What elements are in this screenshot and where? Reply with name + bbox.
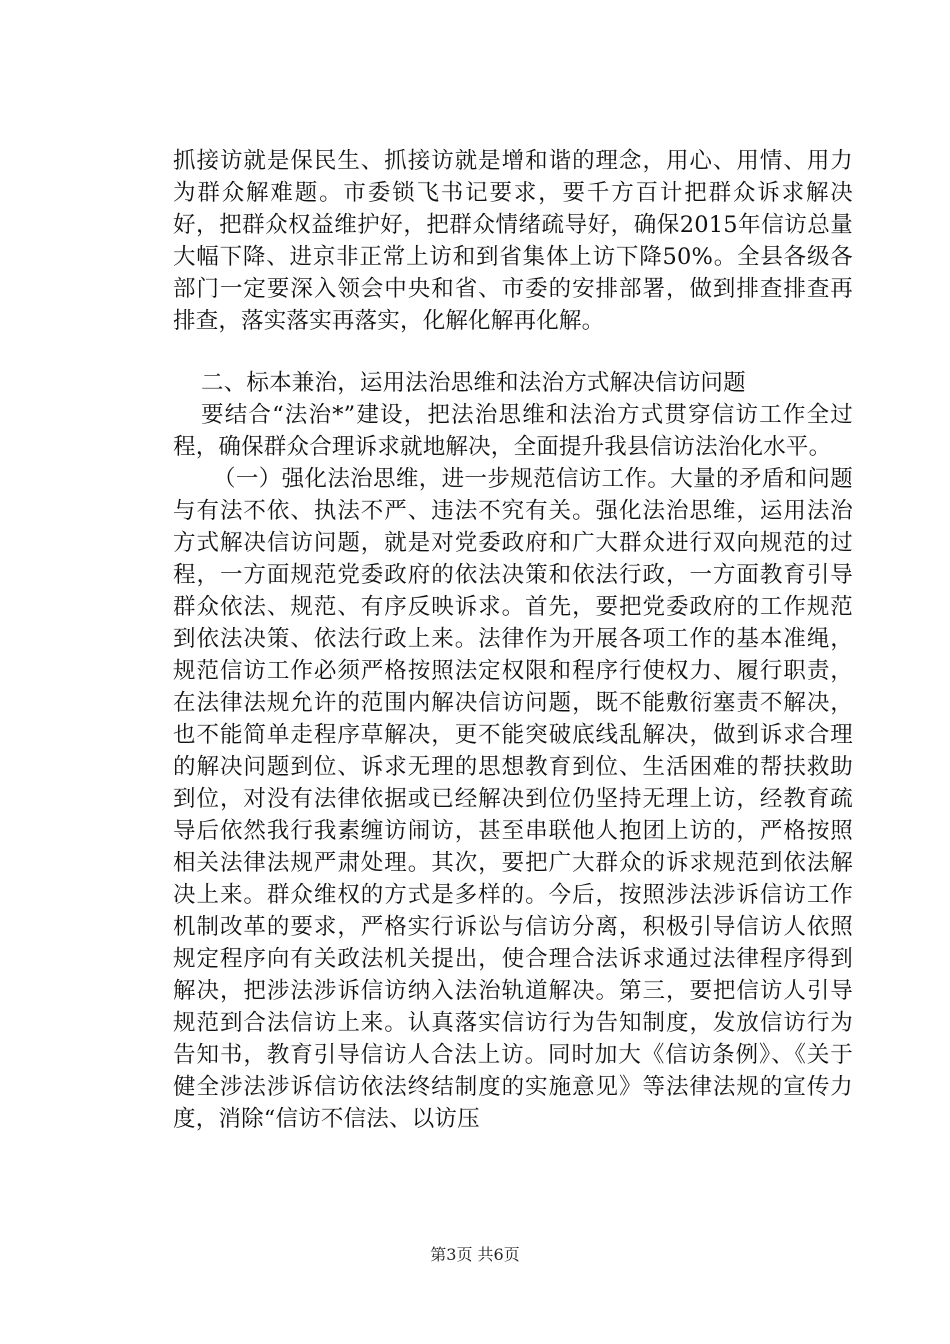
page-footer — [0, 1242, 950, 1265]
section-heading: 二、标本兼治，运用法治思维和法治方式解决信访问题 — [201, 370, 746, 396]
paragraph-3: （一）强化法治思维，进一步规范信访工作。大量的矛盾和问题与有法不依、执法不严、违法不究有关。强化法治思维，运用法治方式解决信访问题，就是对党委政府和广大群众进行双向规范的过程，一方面规范党委政府的依法决策和依法行政，一方面教育引导群众依法、规范、有序反映诉求。首先，要把党委政府的工作规范到依法决策、依法行政上来。法律作为开展各项工作的基本准绳，规范信访工作必须严格按照法定权限和程序行使权力、履行职责，在法律法规允许的范围内解决信访问题，既不能敷衍塞责不解决，也不能简单走程序草解决，更不能突破底线乱解决，做到诉求合理的解决问题到位、诉求无理的思想教育到位、生活困难的帮扶救助到位，对没有法律依据或已经解决到位仍坚持无理上访，经教育疏导后依然我行我素缠访闹访，甚至串联他人抱团上访的，严格按照相关法律法规严肃处理。其次，要把广大群众的诉求规范到依法解决上来。群众维权的方式是多样的。今后，按照涉法涉诉信访工作机制改革的要求，严格实行诉讼与信访分离，积极引导信访人依照规定程序向有关政法机关提出，使合理合法诉求通过法律程序得到解决，把涉法涉诉信访纳入法治轨道解决。第三，要把信访人引导规范到合法信访上来。认真落实信访行为告知制度，发放信访行为告知书，教育引导信访人合法上访。同时加大《信访条例》、《关于健全涉法涉诉信访依法终结制度的实施意见》等法律法规的宣传力度，消除“信访不信法、以访压 — [173, 466, 853, 1132]
page-number-label: 第3页 共6页 — [430, 1245, 520, 1264]
paragraph-1: 抓接访就是保民生、抓接访就是增和谐的理念，用心、用情、用力为群众解难题。市委锁飞书记要求，要千方百计把群众诉求解决好，把群众权益维护好，把群众情绪疏导好，确保2015年信访总量大幅下降、进京非正常上访和到省集体上访下降50%。全县各级各部门一定要深入领会中央和省、市委的安排部署，做到排查排查再排查，落实落实再落实，化解化解再化解。 — [173, 148, 853, 334]
document-body — [173, 145, 853, 1135]
paragraph-2: 要结合“法治*”建设，把法治思维和法治方式贯穿信访工作全过程，确保群众合理诉求就地解决，全面提升我县信访法治化水平。 — [173, 402, 853, 460]
